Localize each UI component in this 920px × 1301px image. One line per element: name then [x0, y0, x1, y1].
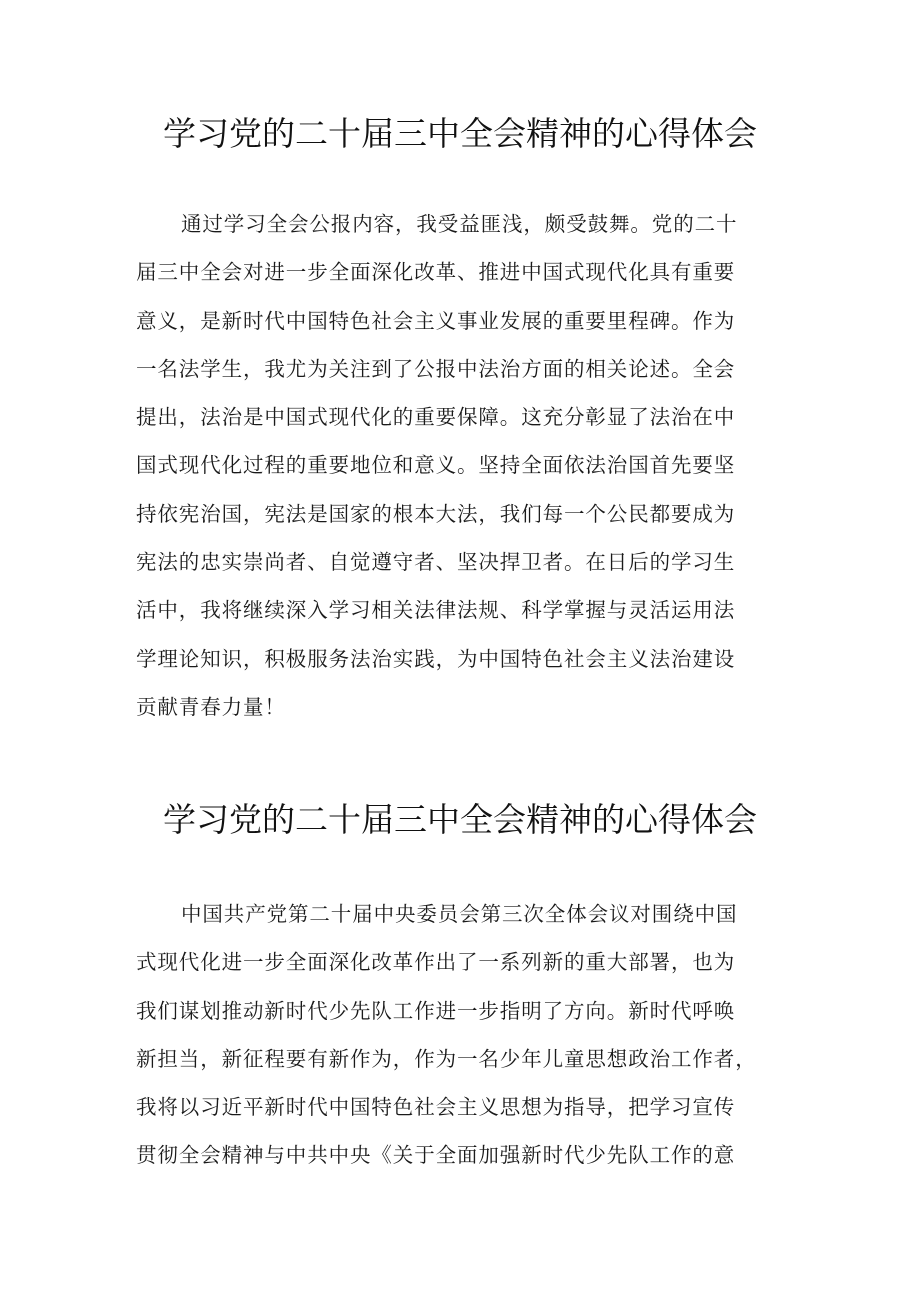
paragraph-line: 届三中全会对进一步全面深化改革、推进中国式现代化具有重要 [136, 260, 736, 285]
paragraph-line: 活中，我将继续深入学习相关法律法规、科学掌握与灵活运用法 [136, 598, 736, 623]
paragraph-line: 贡献青春力量！ [136, 694, 286, 719]
paragraph-line: 通过学习全会公报内容，我受益匪浅，颇受鼓舞。党的二十 [181, 212, 738, 236]
paragraph-line: 持依宪治国，宪法是国家的根本大法，我们每一个公民都要成为 [136, 501, 736, 526]
paragraph-line: 中国共产党第二十届中央委员会第三次全体会议对围绕中国 [181, 902, 738, 926]
section-2-title: 学习党的二十届三中全会精神的心得体会 [163, 800, 757, 839]
section-1-title: 学习党的二十届三中全会精神的心得体会 [163, 114, 757, 153]
paragraph-line: 学理论知识，积极服务法治实践，为中国特色社会主义法治建设 [136, 646, 736, 671]
paragraph-line: 我将以习近平新时代中国特色社会主义思想为指导，把学习宣传 [136, 1095, 736, 1120]
paragraph-line: 新担当，新征程要有新作为，作为一名少年儿童思想政治工作者， [136, 1046, 757, 1071]
section-2-paragraph [136, 890, 796, 1180]
paragraph-line: 国式现代化过程的重要地位和意义。坚持全面依法治国首先要坚 [136, 453, 736, 478]
paragraph-line: 提出，法治是中国式现代化的重要保障。这充分彰显了法治在中 [136, 405, 736, 430]
paragraph-line: 我们谋划推动新时代少先队工作进一步指明了方向。新时代呼唤 [136, 998, 736, 1023]
paragraph-line: 意义，是新时代中国特色社会主义事业发展的重要里程碑。作为 [136, 308, 736, 333]
section-1-paragraph [136, 200, 796, 731]
paragraph-line: 一名法学生，我尤为关注到了公报中法治方面的相关论述。全会 [136, 356, 736, 381]
paragraph-line: 贯彻全会精神与中共中央《关于全面加强新时代少先队工作的意 [136, 1143, 736, 1168]
paragraph-line: 式现代化进一步全面深化改革作出了一系列新的重大部署，也为 [136, 950, 736, 975]
paragraph-line: 宪法的忠实崇尚者、自觉遵守者、坚决捍卫者。在日后的学习生 [136, 550, 736, 575]
